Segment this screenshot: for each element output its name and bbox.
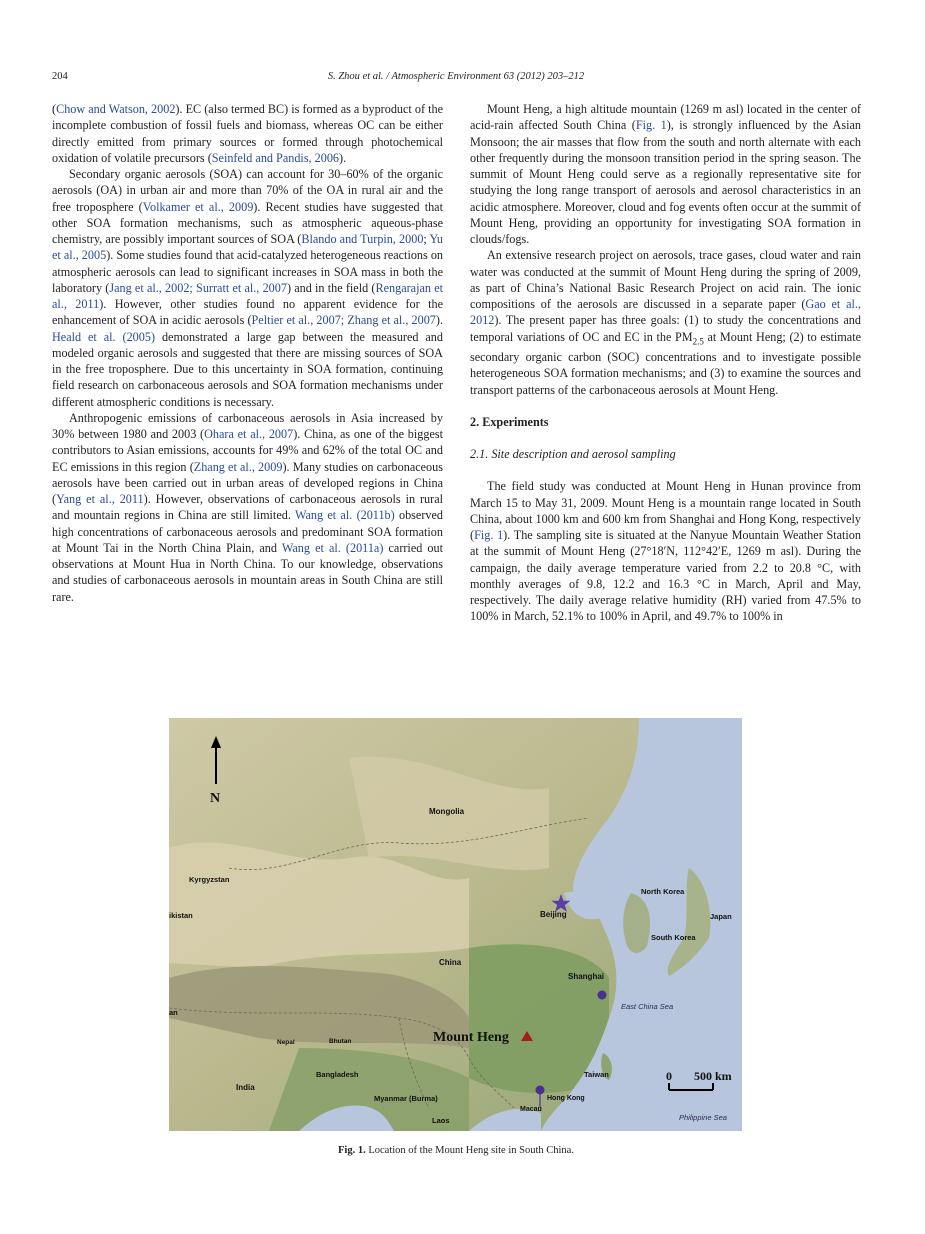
page-number: 204 [52, 71, 68, 82]
country-label: North Korea [641, 887, 685, 896]
citation-link[interactable]: Seinfeld and Pandis, 2006 [211, 150, 340, 165]
citation-link[interactable]: Gao et al., 2012 [470, 297, 861, 328]
citation-link[interactable]: Wang et al. (2011b) [294, 508, 395, 523]
paragraph: An extensive research project on aerosols, trace gases, cloud water and rain water was conducted at the summit of Mount Heng during the spring of 2009, as part of China’s National Basic Research Project on acid rain. The ionic compositions of the aerosols are discussed in a separate paper (Gao et al., 2012). The present paper has three goals: (1) to study the concentrations and temporal variations of OC and EC in the $PM_{2.5}$ at Mount Heng; (2) to estimate secondary organic carbon (SOC) concentrations and to investigate possible heterogeneous SOA formation mechanisms; and (3) to examine the sources and transport patterns of the carbonaceous aerosols at Mount Heng. [470, 248, 861, 397]
country-label: Bhutan [329, 1038, 352, 1045]
country-label: Nepal [277, 1039, 295, 1046]
scale-zero-label: 0 [666, 1069, 672, 1083]
citation-link[interactable]: Peltier et al., 2007; Zhang et al., 2007 [251, 313, 436, 328]
left-column [52, 101, 443, 605]
figure-link[interactable]: Fig. 1 [635, 118, 667, 133]
country-label: ikistan [169, 911, 193, 920]
citation-link[interactable]: Blando and Turpin, 2000 [301, 232, 424, 246]
paragraph: Anthropogenic emissions of carbonaceous aerosols in Asia increased by 30% between 1980 and 2003 (Ohara et al., 2007). China, as one of the biggest contributors to Asian emissions, accounts for 49% and 62% of the total OC and EC emissions in this region (Zhang et al., 2009). Many studies on carbonaceous aerosols have been carried out in urban areas of developed regions in China (Yang et al., 2011). However, observations of carbonaceous aerosols in rural and mountain regions in China are still limited. Wang et al. (2011b) observed high concentrations of carbonaceous aerosols and predominant SOA formation at Mount Tai in the North China Plain, and Wang et al. (2011a) carried out observations at Mount Hua in North China. To our knowledge, observations and studies of carbonaceous aerosols in mountain areas in South China are still rare. [52, 410, 444, 604]
right-column [470, 101, 861, 625]
city-label: Hong Kong [547, 1095, 585, 1102]
country-label: Bangladesh [316, 1070, 359, 1079]
sea-label: East China Sea [621, 1002, 674, 1011]
hong-kong-dot-icon [536, 1086, 545, 1095]
caption-text: Location of the Mount Heng site in South China. [365, 1145, 574, 1156]
city-label: Beijing [540, 910, 567, 919]
citation-link[interactable]: Volkamer et al., 2009 [142, 199, 254, 214]
citation-link[interactable]: Yang et al., 2011 [56, 492, 144, 506]
paragraph: (Chow and Watson, 2002). EC (also termed BC) is formed as a byproduct of the incomplete combustion of fossil fuels and biomass, whereas OC can be either directly emitted from primary sources or formed through photochemical oxidation of volatile precursors (Seinfeld and Pandis, 2006). [52, 102, 443, 165]
scale-label: 500 km [694, 1069, 732, 1083]
citation-link[interactable]: Wang et al. (2011a) [281, 540, 384, 555]
site-label: Mount Heng [433, 1030, 509, 1045]
citation-link[interactable]: Chow and Watson, 2002 [56, 102, 176, 116]
citation-link[interactable]: Ohara et al., 2007 [204, 427, 294, 441]
running-header [52, 71, 860, 85]
figure-link[interactable]: Fig. 1 [474, 528, 504, 543]
country-label: South Korea [651, 933, 696, 942]
citation-link[interactable]: Heald et al. (2005) [52, 329, 156, 344]
country-label: Japan [710, 912, 732, 921]
sea-label: Philippine Sea [679, 1113, 727, 1122]
citation-link[interactable]: Zhang et al., 2009 [193, 459, 283, 474]
country-label: Kyrgyzstan [189, 875, 230, 884]
citation-link[interactable]: Rengarajan et al., 2011 [52, 280, 443, 311]
country-label: India [236, 1083, 255, 1092]
section-heading: 2. Experiments [470, 414, 549, 429]
country-label: Taiwan [584, 1070, 609, 1079]
city-label: Shanghai [568, 972, 605, 981]
running-title: S. Zhou et al. / Atmospheric Environment 63 (2012) 203–212 [327, 71, 585, 82]
paragraph: Secondary organic aerosols (SOA) can account for 30–60% of the organic aerosols (OA) in urban air and more than 70% of the OA in rural air and the free troposphere (Volkamer et al., 2009). Recent studies have suggested that other SOA formation mechanisms, such as atmospheric aqueous-phase chemistry, are possibly important sources of SOA (Blando and Turpin, 2000; Yu et al., 2005). Some studies found that acid-catalyzed heterogeneous reactions on atmospheric aerosols can lead to significant increases in SOA mass in both the laboratory (Jang et al., 2002; Surratt et al., 2007) and in the field (Rengarajan et al., 2011). However, other studies found no apparent evidence for the enhancement of SOA in acidic aerosols (Peltier et al., 2007; Zhang et al., 2007). Heald et al. (2005) demonstrated a large gap between the measured and modeled organic aerosols and suggested that there are missing sources of SOA in the free troposphere. Due to this uncertainty in SOA formation, continuing field research on carbonaceous aerosols and SOA formation mechanisms under different atmospheric conditions is necessary. [52, 167, 444, 409]
country-label: Mongolia [429, 807, 465, 816]
shanghai-dot-icon [598, 991, 607, 1000]
country-label: Myanmar (Burma) [374, 1094, 438, 1103]
subsection-heading: 2.1. Site description and aerosol sampling [470, 447, 676, 462]
north-label: N [210, 791, 221, 806]
country-label: an [169, 1008, 178, 1017]
citation-link[interactable]: Yu et al., 2005 [52, 232, 444, 263]
country-label: China [439, 958, 462, 967]
location-map [169, 718, 742, 1131]
figure-caption [52, 1145, 860, 1156]
caption-label: Fig. 1. [338, 1145, 366, 1156]
country-label: Laos [432, 1116, 450, 1125]
citation-link[interactable]: Jang et al., 2002; Surratt et al., 2007 [109, 280, 287, 295]
city-label: Macau [520, 1106, 542, 1113]
paragraph: Mount Heng, a high altitude mountain (1269 m asl) located in the center of acid-rain affected South China (Fig. 1), is strongly influenced by the Asian Monsoon; the air masses that flow from the south and north alternate with each other frequently during the monsoon transition period in the spring season. The summit of Mount Heng could serve as a regionally representative site for studying the long range transport of aerosols and aerosol characteristics in an acidic atmosphere. Moreover, cloud and fog events often occur at the summit of Mount Heng, providing an opportunity for investigating SOA formation in clouds/fogs. [470, 102, 861, 246]
paragraph: The field study was conducted at Mount Heng in Hunan province from March 15 to May 31, 2009. Mount Heng is a mountain range located in South China, about 1000 km and 600 km from Shanghai and Hong Kong, respectively (Fig. 1). The sampling site is situated at the Nanyue Mountain Weather Station at the summit of Mount Heng (27°18′N, 112°42′E, 1269 m asl). During the campaign, the daily average temperature varied from 2.2 to 20.8 °C, with monthly averages of 9.8, 12.2 and 16.3 °C in March, April and May, respectively. The daily average relative humidity (RH) varied from 47.5% to 100% in March, 52.1% to 100% in April, and 49.7% to 100% in [470, 479, 861, 624]
